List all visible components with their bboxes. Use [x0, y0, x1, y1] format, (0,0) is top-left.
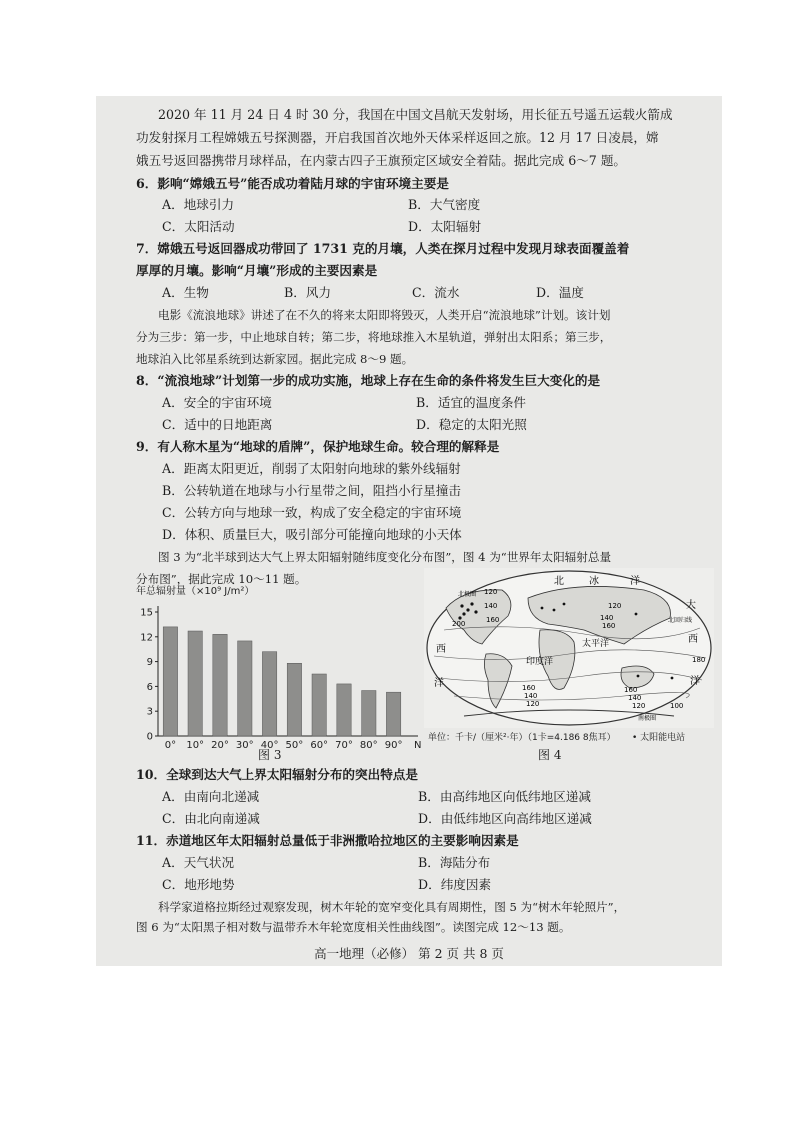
isoline-label: 140: [600, 614, 614, 622]
intro-8-9-line-1: 电影《流浪地球》讲述了在不久的将来太阳即将毁灭，人类开启“流浪地球”计划。该计划: [158, 308, 611, 322]
intro-6-7-line-2: 功发射探月工程嫦娥五号探测器，开启我国首次地外天体采样返回之旅。12 月 17 日凌晨，嫦: [136, 130, 659, 145]
q7-option-c: C．流水: [412, 285, 460, 300]
q10-option-b: B．由高纬地区向低纬地区递减: [418, 789, 591, 804]
q9-option-a: A．距离太阳更近，削弱了太阳射向地球的紫外线辐射: [162, 461, 461, 476]
isoline-label: 120: [526, 700, 540, 708]
bar-2: [213, 634, 227, 736]
map-label-da: 大: [686, 600, 696, 611]
x-tick-label: 30°: [235, 740, 254, 751]
y-axis-label: 年总辐射量（×10⁹ J/m²）: [136, 586, 255, 597]
isoline-label: 140: [628, 694, 642, 702]
isoline-label: 160: [486, 616, 500, 624]
q7-option-a: A．生物: [162, 285, 209, 300]
x-tick-label: 20°: [211, 740, 229, 751]
map-label-north: 北: [554, 576, 564, 587]
intro-12-13-line-2: 图 6 为“太阳黑子相对数与温带乔木年轮宽度相关性曲线图”。读图完成 12～13 题。: [136, 920, 571, 934]
q10-option-c: C．由北向南递减: [162, 811, 260, 826]
isoline-label: 140: [524, 692, 538, 700]
map-label-indian-ocean: 印度洋: [526, 657, 554, 667]
map-label-ocean-arctic: 洋: [630, 576, 640, 587]
map-label-xi-east: 西: [688, 634, 698, 645]
y-tick-label: 12: [140, 632, 153, 644]
isoline-label: 200: [452, 620, 466, 628]
intro-6-7-line-3: 娥五号返回器携带月球样品，在内蒙古四子王旗预定区域安全着陆。据此完成 6～7 题。: [136, 153, 627, 168]
bar-7: [337, 684, 351, 736]
q10-option-d: D．由低纬地区向高纬地区递减: [418, 811, 592, 826]
intro-12-13-line-1: 科学家道格拉斯经过观察发现，树木年轮的宽窄变化具有周期性，图 5 为“树木年轮照片”，: [158, 900, 626, 914]
isoline-label: 100: [670, 702, 684, 710]
y-tick-label: 6: [146, 681, 153, 693]
q11-option-d: D．纬度因素: [418, 877, 492, 892]
q6-stem: 6．影响“嫦娥五号”能否成功着陆月球的宇宙环境主要是: [136, 176, 449, 191]
y-tick-label: 3: [146, 706, 153, 718]
bar-4: [262, 652, 276, 736]
figure-4-caption: 图 4: [538, 748, 562, 762]
x-tick-label: 50°: [285, 740, 304, 751]
q8-option-b: B．适宜的温度条件: [416, 395, 527, 410]
q8-option-d: D．稳定的太阳光照: [416, 417, 527, 432]
q8-option-c: C．适中的日地距离: [162, 417, 273, 432]
q9-option-b: B．公转轨道在地球与小行星带之间，阻挡小行星撞击: [162, 483, 461, 498]
map-label-antarctic-circle: 南极圈: [638, 715, 657, 722]
q11-option-b: B．海陆分布: [418, 855, 491, 870]
bar-3: [238, 641, 252, 736]
q8-option-a: A．安全的宇宙环境: [162, 395, 272, 410]
q6-option-b: B．大气密度: [408, 197, 481, 212]
bar-5: [287, 663, 301, 736]
map-label-ocean-east: 洋: [690, 676, 700, 687]
isoline-label: 120: [608, 602, 622, 610]
q9-stem: 9．有人称木星为“地球的盾牌”，保护地球生命。较合理的解释是: [136, 439, 500, 454]
map-label-tropic: 北回归线: [668, 617, 693, 624]
y-tick-label: 0: [146, 731, 153, 743]
intro-10-11-line-1: 图 3 为“北半球到达大气上界太阳辐射随纬度变化分布图”，图 4 为“世界年太阳辐射总量: [158, 550, 612, 564]
q11-option-c: C．地形地势: [162, 877, 235, 892]
y-tick-label: 9: [146, 657, 153, 669]
isoline-label: 140: [484, 602, 498, 610]
x-tick-label: 80°: [359, 740, 378, 751]
q7-stem-1: 7．嫦娥五号返回器成功带回了 1731 克的月壤，人类在探月过程中发现月球表面覆盖着: [136, 241, 630, 256]
isoline-label: 160: [522, 684, 536, 692]
q7-stem-2: 厚厚的月壤。影响“月壤”形成的主要因素是: [136, 263, 378, 278]
q10-option-a: A．由南向北递减: [162, 789, 260, 804]
map-label-pacific: 太平洋: [582, 639, 610, 649]
q11-option-a: A．天气状况: [162, 855, 235, 870]
q9-option-c: C．公转方向与地球一致，构成了安全稳定的宇宙环境: [162, 505, 462, 520]
figure-4-legend: • 太阳能电站: [632, 733, 686, 743]
q10-stem: 10．全球到达大气上界太阳辐射分布的突出特点是: [136, 767, 418, 782]
q9-option-d: D．体积、质量巨大，吸引部分可能撞向地球的小天体: [162, 527, 462, 542]
figure-3-bar-chart: [136, 582, 422, 751]
q6-option-a: A．地球引力: [162, 197, 235, 212]
intro-10-11-line-2: 分布图”，据此完成 10～11 题。: [136, 572, 307, 586]
isoline-label: 160: [624, 686, 638, 694]
intro-8-9-line-2: 分为三步：第一步，中止地球自转；第二步，将地球推入木星轨道，弹射出太阳系；第三步，: [136, 330, 612, 344]
isoline-label: 160: [602, 622, 616, 630]
x-axis-end-label: N: [414, 740, 422, 751]
map-label-xi-west: 西: [436, 644, 446, 655]
figure-4-world-radiation-map: [424, 568, 714, 728]
q6-option-d: D．太阳辐射: [408, 219, 482, 234]
x-tick-label: 40°: [260, 740, 279, 751]
q7-option-d: D．温度: [536, 285, 584, 300]
intro-8-9-line-3: 地球泊入比邻星系统到达新家园。据此完成 8～9 题。: [136, 352, 414, 366]
x-tick-label: 0°: [164, 740, 177, 751]
q8-stem: 8．“流浪地球”计划第一步的成功实施，地球上存在生命的条件将发生巨大变化的是: [136, 373, 601, 388]
exam-page: [96, 96, 722, 966]
isoline-label: 180: [692, 656, 706, 664]
figure-4-unit-note: 单位：千卡/（厘米²·年）（1卡=4.186 8焦耳）: [428, 733, 616, 743]
x-tick-label: 10°: [186, 740, 205, 751]
bar-0: [163, 627, 177, 736]
map-label-arctic-circle: 北极圈: [458, 591, 477, 598]
q6-option-c: C．太阳活动: [162, 219, 235, 234]
y-tick-label: 15: [140, 607, 153, 619]
figure-3-caption: 图 3: [258, 748, 282, 762]
bar-6: [312, 674, 326, 736]
bar-9: [386, 692, 400, 736]
isoline-label: 120: [632, 702, 646, 710]
q11-stem: 11．赤道地区年太阳辐射总量低于非洲撒哈拉地区的主要影响因素是: [136, 833, 519, 848]
x-tick-label: 90°: [384, 740, 403, 751]
bar-8: [362, 691, 376, 736]
map-label-ocean-west: 洋: [434, 678, 444, 689]
x-tick-label: 60°: [310, 740, 329, 751]
map-label-ice: 冰: [589, 576, 599, 587]
page-footer: 高一地理（必修） 第 2 页 共 8 页: [314, 946, 504, 961]
q7-option-b: B．风力: [284, 285, 332, 300]
x-tick-label: 70°: [335, 740, 353, 751]
intro-6-7-line-1: 2020 年 11 月 24 日 4 时 30 分，我国在中国文昌航天发射场，用长征五号遥五运载火箭成: [158, 107, 673, 122]
isoline-label: 120: [484, 588, 498, 596]
bar-1: [188, 631, 202, 736]
